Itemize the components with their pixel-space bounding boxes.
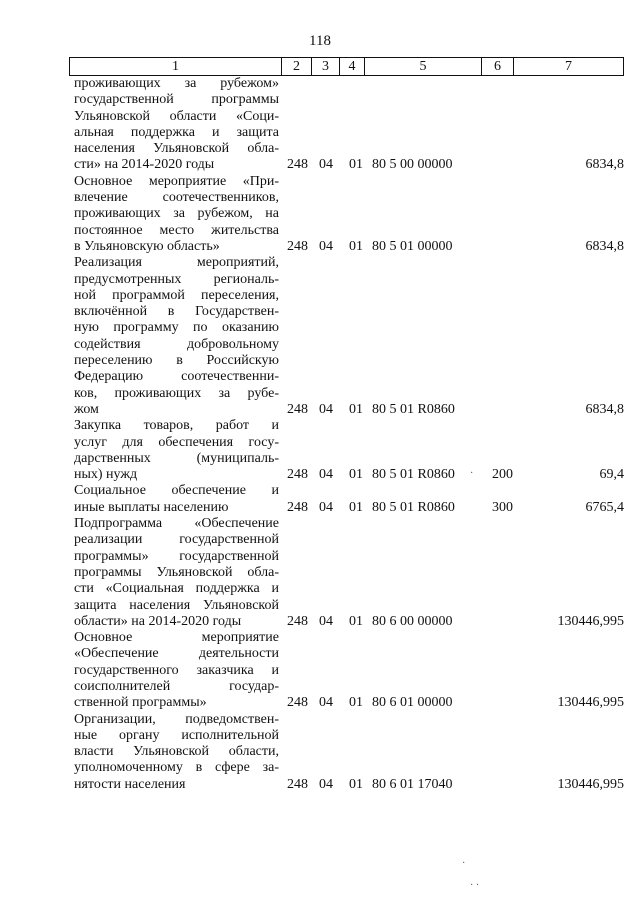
- header-col-4: 4: [340, 58, 365, 75]
- description-line: ственной программы»: [74, 695, 207, 711]
- cell-amount: 130446,995: [557, 613, 624, 629]
- description-line: «Обеспечение деятельности: [74, 646, 279, 662]
- scan-speck: · ·: [470, 880, 480, 891]
- header-col-6: 6: [482, 58, 514, 75]
- description-line: реализации государственной: [74, 532, 279, 548]
- description-line: программы Ульяновской обла-: [74, 564, 279, 580]
- cell-subsection: 01: [349, 695, 363, 711]
- description-line: населения Ульяновской обла-: [74, 141, 279, 157]
- cell-grbs: 248: [287, 613, 308, 629]
- cell-target-article: 80 6 01 00000: [372, 695, 453, 711]
- description-line: Основное мероприятие «При-: [74, 173, 279, 189]
- description-line: сти» на 2014-2020 годы: [74, 157, 215, 173]
- cell-target-article: 80 5 01 R0860: [372, 401, 455, 417]
- description-line: содействия добровольному: [74, 336, 279, 352]
- description-line: сти «Социальная поддержка и: [74, 581, 279, 597]
- cell-amount: 6834,8: [585, 401, 624, 417]
- description-line: проживающих за рубежом»: [74, 76, 279, 91]
- cell-subsection: 01: [349, 776, 363, 792]
- description-line: власти Ульяновской области,: [74, 744, 279, 760]
- cell-grbs: 248: [287, 695, 308, 711]
- cell-section: 04: [319, 401, 333, 417]
- row-description: [74, 483, 279, 516]
- description-line: программы» государственной: [74, 548, 279, 564]
- table-row: [74, 418, 624, 483]
- header-col-7: 7: [565, 59, 572, 74]
- page-number: 118: [309, 33, 331, 49]
- cell-target-article: 80 5 01 R0860: [372, 499, 455, 515]
- row-description: [74, 418, 279, 483]
- cell-section: 04: [319, 776, 333, 792]
- description-line: дарственных (муниципаль-: [74, 450, 279, 466]
- cell-grbs: 248: [287, 467, 308, 483]
- cell-section: 04: [319, 157, 333, 173]
- cell-target-article: 80 5 00 00000: [372, 157, 453, 173]
- description-line: ные органу исполнительной: [74, 727, 279, 743]
- cell-amount: 6765,4: [585, 499, 624, 515]
- description-line: государственного заказчика и: [74, 662, 279, 678]
- header-col-5: 5: [365, 58, 482, 75]
- scan-speck: ·: [470, 468, 474, 479]
- cell-amount: 130446,995: [557, 776, 624, 792]
- description-line: нятости населения: [74, 776, 186, 792]
- cell-amount: 6834,8: [585, 238, 624, 254]
- cell-grbs: 248: [287, 238, 308, 254]
- cell-expense-type: 300: [492, 499, 513, 515]
- header-col-3: 3: [312, 58, 340, 75]
- table-row: [74, 712, 624, 793]
- table-row: [74, 76, 624, 174]
- description-line: защита населения Ульяновской: [74, 597, 279, 613]
- description-line: иные выплаты населению: [74, 499, 229, 515]
- description-line: жом: [74, 401, 99, 417]
- description-line: влечение соотечественников,: [74, 190, 279, 206]
- description-line: включённой в Государствен-: [74, 304, 279, 320]
- description-line: Федерацию соотечественни-: [74, 369, 279, 385]
- cell-section: 04: [319, 238, 333, 254]
- table-row: [74, 630, 624, 711]
- cell-grbs: 248: [287, 401, 308, 417]
- cell-grbs: 248: [287, 499, 308, 515]
- description-line: Подпрограмма «Обеспечение: [74, 516, 279, 532]
- cell-amount: 130446,995: [557, 695, 624, 711]
- cell-amount: 69,4: [599, 467, 624, 483]
- header-col-2: 2: [282, 58, 312, 75]
- row-description: [74, 255, 279, 418]
- description-line: ной программой переселения,: [74, 287, 279, 303]
- cell-subsection: 01: [349, 238, 363, 254]
- description-line: предусмотренных региональ-: [74, 271, 279, 287]
- cell-subsection: 01: [349, 613, 363, 629]
- cell-target-article: 80 6 01 17040: [372, 776, 453, 792]
- table-row: [74, 255, 624, 418]
- row-description: [74, 76, 279, 174]
- cell-subsection: 01: [349, 157, 363, 173]
- description-line: постоянное место жительства: [74, 222, 279, 238]
- description-line: Основное мероприятие: [74, 630, 279, 646]
- description-line: ных) нужд: [74, 467, 138, 483]
- cell-expense-type: 200: [492, 467, 513, 483]
- description-line: услуг для обеспечения госу-: [74, 434, 279, 450]
- row-description: [74, 174, 279, 255]
- cell-section: 04: [319, 467, 333, 483]
- cell-section: 04: [319, 695, 333, 711]
- table-row: [74, 516, 624, 630]
- cell-target-article: 80 6 00 00000: [372, 613, 453, 629]
- row-description: [74, 516, 279, 630]
- description-line: альная поддержка и защита: [74, 124, 279, 140]
- table-header: [69, 57, 624, 76]
- description-line: в Ульяновскую область»: [74, 238, 220, 254]
- cell-subsection: 01: [349, 401, 363, 417]
- description-line: ков, проживающих за рубе-: [74, 385, 279, 401]
- cell-subsection: 01: [349, 467, 363, 483]
- cell-section: 04: [319, 613, 333, 629]
- description-line: Ульяновской области «Соци-: [74, 108, 279, 124]
- description-line: области» на 2014-2020 годы: [74, 613, 242, 629]
- description-line: Реализация мероприятий,: [74, 255, 279, 271]
- description-line: переселению в Российскую: [74, 353, 279, 369]
- table-row: [74, 174, 624, 255]
- description-line: Организации, подведомствен-: [74, 711, 279, 727]
- cell-grbs: 248: [287, 157, 308, 173]
- cell-amount: 6834,8: [585, 157, 624, 173]
- description-line: ную программу по оказанию: [74, 320, 279, 336]
- description-line: Социальное обеспечение и: [74, 483, 279, 499]
- cell-grbs: 248: [287, 776, 308, 792]
- table-row: [74, 483, 624, 516]
- description-line: соисполнителей государ-: [74, 678, 279, 694]
- description-line: Закупка товаров, работ и: [74, 418, 279, 434]
- cell-section: 04: [319, 499, 333, 515]
- scan-speck: ·: [462, 858, 466, 869]
- cell-target-article: 80 5 01 00000: [372, 238, 453, 254]
- header-col-1: 1: [70, 58, 282, 75]
- cell-target-article: 80 5 01 R0860: [372, 467, 455, 483]
- description-line: государственной программы: [74, 92, 279, 108]
- row-description: [74, 712, 279, 793]
- description-line: проживающих за рубежом, на: [74, 206, 279, 222]
- cell-subsection: 01: [349, 499, 363, 515]
- table-body: [74, 76, 624, 793]
- description-line: уполномоченному в сфере за-: [74, 760, 279, 776]
- row-description: [74, 630, 279, 711]
